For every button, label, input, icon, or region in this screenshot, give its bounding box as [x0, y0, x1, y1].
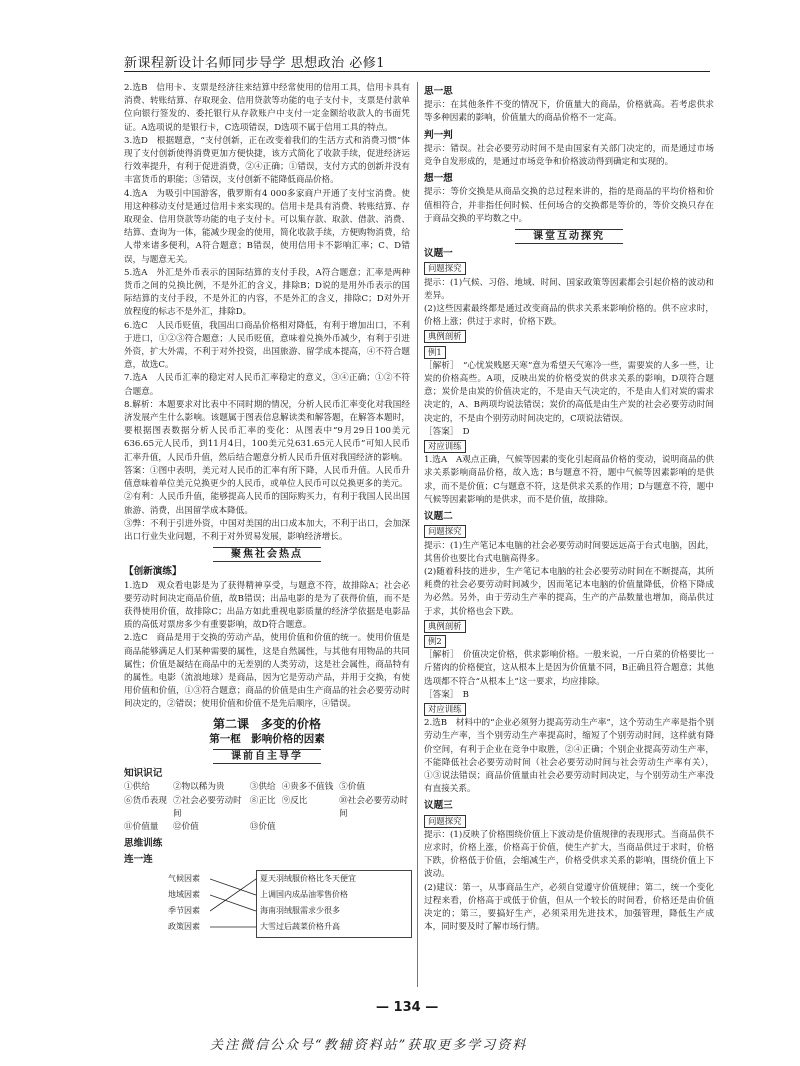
topic-1-heading: 议题一 — [424, 248, 453, 260]
problem-inquiry-tag: 问题探究 — [424, 815, 466, 828]
match-right-item: 上调国内成品油零售价格 — [260, 889, 348, 899]
topic-2-hint-2: (2)随着科技的进步，生产笔记本电脑的社会必要劳动时间在不断提高，其所耗费的社会必要劳动时间减少，因而笔记本电脑的价值量降低，价格下降成为必然。另外，由于劳动生产率的提高，生产的产品数量也增加，商品供过于求，其价格也会下跌。 — [424, 566, 714, 617]
knowledge-item: ⑪价值量 — [124, 821, 159, 832]
column-divider — [417, 82, 418, 987]
topic-1-hint-1: 提示：(1)气候、习俗、地域、时间、国家政策等因素都会引起价格的波动和差异。 — [424, 277, 714, 301]
topic-2-heading: 议题二 — [424, 511, 453, 523]
topic-3-hint-1: 提示：(1)反映了价格围绕价值上下波动是价值规律的表现形式。当商品供不应求时，价格上涨，价格高于价值，使生产扩大，当商品供过于求时，价格下跌，价格低于价值，会缩减生产，价格受供求关系的影响，围绕价值上下波动。 — [424, 829, 714, 880]
example-2-answer: ［答案］ B — [424, 689, 469, 700]
answer-2: 2.选B 信用卡、支票是经济往来结算中经常使用的信用工具，信用卡具有消费、转账结算、存取现金、信用贷款等功能的电子支付卡，支票是付款单位向银行签发的、委托银行从存款账户中支付一定金额给收款人的书面凭证。A选项说的是银行卡，C选项错误，D选项不属于信用工具的特点。 — [124, 83, 410, 133]
answer-8-part2: ②有利：人民币升值，能够提高人民币的国际购买力，有利于我国人民出国旅游、消费，出国留学成本降低。 — [124, 492, 410, 516]
example-2-analysis: ［解析］ 价值决定价格，供求影响价格。一般来说，一斤白菜的价格要比一斤猪肉的价格便宜，这从根本上是因为价值量不同，B正确且符合题意；其他选项都不符合“从根本上”这一要求，均应排除。 — [424, 650, 714, 687]
match-left-item: 政策因素 — [168, 921, 200, 931]
knowledge-heading: 知识识记 — [124, 768, 163, 780]
thinking-heading: 思维训练 — [124, 838, 163, 850]
left-column — [124, 82, 410, 943]
match-left-item: 气候因素 — [168, 873, 200, 883]
knowledge-item: ⑧正比 — [249, 795, 276, 806]
knowledge-item: ⑫价值 — [172, 821, 199, 832]
consider-heading: 想一想 — [424, 173, 453, 185]
innovation-answer-1: 1.选D 观众看电影是为了获得精神享受，与题意不符，故排除A；社会必要劳动时间决定商品价值，故B错误；出品电影的是为了获得价值，而不是获得使用价值，故排除C；出品方如此重视电影质量的经济学依据是电影品质的高低对票房多少有重要影响，故D符合题意。 — [124, 580, 410, 631]
practice-tag: 对应训练 — [424, 703, 466, 716]
section-banner-hot-topics: 聚焦社会热点 — [124, 548, 410, 561]
problem-inquiry-tag: 问题探究 — [424, 262, 466, 275]
example-analysis-tag: 典例剖析 — [424, 620, 466, 633]
match-right-item: 大雪过后蔬菜价格升高 — [260, 921, 340, 931]
knowledge-item: ④贵多不值钱 — [281, 782, 334, 793]
example-2-tag: 例2 — [424, 635, 446, 648]
footer-promo: 关注微信公众号“教辅资料站”获取更多学习资料 — [210, 1038, 528, 1053]
knowledge-item: ⑤价值 — [339, 782, 365, 793]
answer-8-analysis: 8.解析：本题要求对比表中不同时期的情况，分析人民币汇率变化对我国经济发展产生什么影响。该题属于图表信息解读类和解答题，在解答本题时，要根据图表数据分析人民币汇率的变化：从图表中“9月29日100美元636.65元人民币，到11月4日，100美元兑631.65元人民币”可知人民币汇率升值，人民币升值，然后结合题意分析人民币升值对我国经济的影响。 — [124, 399, 410, 463]
problem-inquiry-tag: 问题探究 — [424, 525, 466, 538]
matching-right-list — [260, 871, 356, 935]
consider-answer: 提示：等价交换是从商品交换的总过程来讲的，指的是商品的平均价格和价值相符合，并非指任何时候、任何场合的交换都是等价的，等价交换只存在于商品交换的平均数之中。 — [424, 187, 714, 224]
example-1-tag: 例1 — [424, 346, 446, 359]
judge-answer: 提示：错误。社会必要劳动时间不是由国家有关部门决定的，而是通过市场竞争自发形成的，是通过市场竞争和价格波动得到确定和实现的。 — [424, 143, 714, 168]
example-analysis-tag: 典例剖析 — [424, 330, 466, 343]
knowledge-item: ⑥货币表现 — [124, 795, 167, 806]
answer-3: 3.选D 根据题意，“支付创新，正在改变着我们的生活方式和消费习惯”体现了支付创新使得消费更加方便快捷，该方式简化了收款手续，促进经济运行效率提升，有利于促进消费，②④正确；①错误，支付方式的创新并没有丰富货币的职能；③错误，支付创新不能降低商品价格。 — [124, 135, 410, 186]
matching-exercise — [124, 871, 410, 943]
knowledge-grid — [124, 781, 410, 834]
section-banner-classroom: 课堂互动探究 — [424, 230, 714, 243]
practice-1-answer: 1.选A A观点正确，气候等因素的变化引起商品价格的变动，说明商品的供求关系影响商品价格，故入选；B与题意不符，题中气候等因素影响的是供求，而不是价值；C与题意不符，这是供求关系的作用；D与题意不符，题中气候等因素影响的是供求，而不是价值，故排除。 — [424, 455, 714, 505]
match-left-item: 季节因素 — [168, 905, 200, 915]
match-right-item: 夏天羽绒服价格比冬天便宜 — [260, 873, 356, 883]
topic-1-hint-2: (2)这些因素最终都是通过改变商品的供求关系来影响价格的。供不应求时，价格上涨；供过于求时，价格下跌。 — [424, 304, 714, 328]
knowledge-item: ②物以稀为贵 — [172, 782, 225, 793]
knowledge-item: ③供给 — [249, 782, 276, 793]
knowledge-item: ⑨反比 — [281, 795, 308, 806]
answer-8-part3: ③弊：不利于引进外资，中国对美国的出口成本加大，不利于出口，会加深出口行业失业问题，不利于对外贸易发展，影响经济增长。 — [124, 518, 410, 542]
answer-8-part1: 答案：①图中表明，美元对人民币的汇率有所下降，人民币升值。人民币升值意味着单位美元兑换更少的人民币，或单位人民币可以兑换更多的美元。 — [124, 465, 410, 490]
match-right-item: 海南羽绒服需求少很多 — [260, 905, 340, 915]
answer-4: 4.选A 为吸引中国游客，俄罗斯有4 000多家商户开通了支付宝消费。使用这种移动支付是通过信用卡来实现的。信用卡是具有消费、转账结算、存取现金、信用贷款等功能的电子支付卡。可以集存款、取款、借款、消费、结算、查询为一体，能减少现金的使用，简化收款手续，方便购物消费，给人带来诸多便利，A符合题意；B错误，使用信用卡不影响汇率；C、D错误，与题意无关。 — [124, 188, 410, 265]
topic-3-heading: 议题三 — [424, 800, 453, 812]
think-answer: 提示：在其他条件不变的情况下，价值量大的商品，价格就高。若考虑供求等多种因素的影响，价值量大的商品价格不一定高。 — [424, 100, 714, 124]
matching-left-list — [168, 871, 200, 935]
answer-7: 7.选A 人民币汇率的稳定对人民币汇率稳定的意义，③④正确；①②不符合题意。 — [124, 373, 410, 397]
matching-lines — [210, 871, 256, 937]
knowledge-item: ⑩社会必要劳动时间 — [339, 795, 408, 819]
judge-heading: 判一判 — [424, 129, 453, 141]
page-number: — 134 — — [376, 1000, 439, 1015]
knowledge-item: ①供给 — [124, 782, 150, 793]
knowledge-item: ⑬价值 — [249, 821, 276, 832]
answer-6: 6.选C 人民币贬值，我国出口商品价格相对降低，有利于增加出口，不利于进口，①②③符合题意；人民币贬值，意味着兑换外币减少，有利于引进外资，扩大外需，不利于对外投资，出国旅游、留学成本提高，④不符合题意，故选C。 — [124, 320, 410, 371]
answer-5: 5.选A 外汇是外币表示的国际结算的支付手段，A符合题意；汇率是两种货币之间的兑换比例，不是外汇的含义，排除B；D说的是用外币表示的国际结算的支付手段，不是外汇的内容，不是外汇的含义，排除C；D对外开放程度的标志不是外汇，排除D。 — [124, 267, 410, 318]
practice-tag: 对应训练 — [424, 440, 466, 453]
practice-2-answer: 2.选B 材料中的“企业必须努力提高劳动生产率”，这个劳动生产率是指个别劳动生产率，当个别劳动生产率提高时，缩短了个别劳动时间，这样就有降价空间，有利于企业在竞争中取胜，②④正确；个别企业提高劳动生产率，不能降低社会必要劳动时间（社会必要劳动时间与社会劳动生产率有关），①③说法错误；商品价值量由社会必要劳动时间决定，与个别劳动生产率没有直接关系。 — [424, 718, 714, 795]
innovation-heading: 【创新演练】 — [124, 566, 182, 578]
example-1-analysis: ［解析］ “心忧炭贱愿天寒”意为希望天气寒冷一些，需要炭的人多一些，让炭的价格高些。A项，反映出炭的价格受炭的供求关系的影响，D项符合题意；炭价是由炭的价值决定的，不是由天气决定的，不是由人们对炭的需求决定的，A、B两项均说法错误；炭价的高低是由生产炭的社会必要劳动时间决定的，不是由个别劳动时间决定的，C项说法错误。 — [424, 360, 714, 424]
match-left-item: 地域因素 — [168, 889, 200, 899]
link-heading: 连一连 — [124, 854, 153, 866]
example-1-answer: ［答案］ D — [424, 426, 470, 437]
running-header: 新课程新设计名师同步导学 思想政治 必修1 — [124, 56, 386, 71]
right-column — [424, 82, 714, 934]
knowledge-item: ⑦社会必要劳动时间 — [172, 795, 242, 819]
frame-title: 第一框 影响价格的因素 — [209, 732, 325, 745]
topic-2-hint-1: 提示：(1)生产笔记本电脑的社会必要劳动时间要远远高于台式电脑，因此，其售价也要比台式电脑高得多。 — [424, 540, 714, 564]
think-heading: 思一思 — [424, 86, 453, 97]
topic-3-hint-2: (2)建议：第一，从事商品生产，必须自觉遵守价值规律；第二，统一个变化过程来看，价格高于或低于价值，但从一个较长的时间看，价格还是由价值决定的；第三，要搞好生产，必须采用先进技术，加强管理，降低生产成本，同时要及时了解市场行情。 — [424, 882, 714, 933]
innovation-answer-2: 2.选C 商品是用于交换的劳动产品，使用价值和价值的统一。使用价值是商品能够满足人们某种需要的属性，这是自然属性，与其他有用物品的共同属性；价值是凝结在商品中的无差别的人类劳动，这是社会属性，商品特有的属性。电影（流浪地球）是商品，因为它是劳动产品，并用于交换，有使用价值和价值，①③符合题意；商品的价值是由生产商品的社会必要劳动时间决定的，②错误；使用价值和价值不是先后顺序，④错误。 — [124, 633, 410, 710]
header-rule — [124, 71, 710, 72]
lesson-title: 第二课 多变的价格 — [212, 716, 321, 731]
section-banner-preview: 课前自主导学 — [124, 750, 410, 763]
